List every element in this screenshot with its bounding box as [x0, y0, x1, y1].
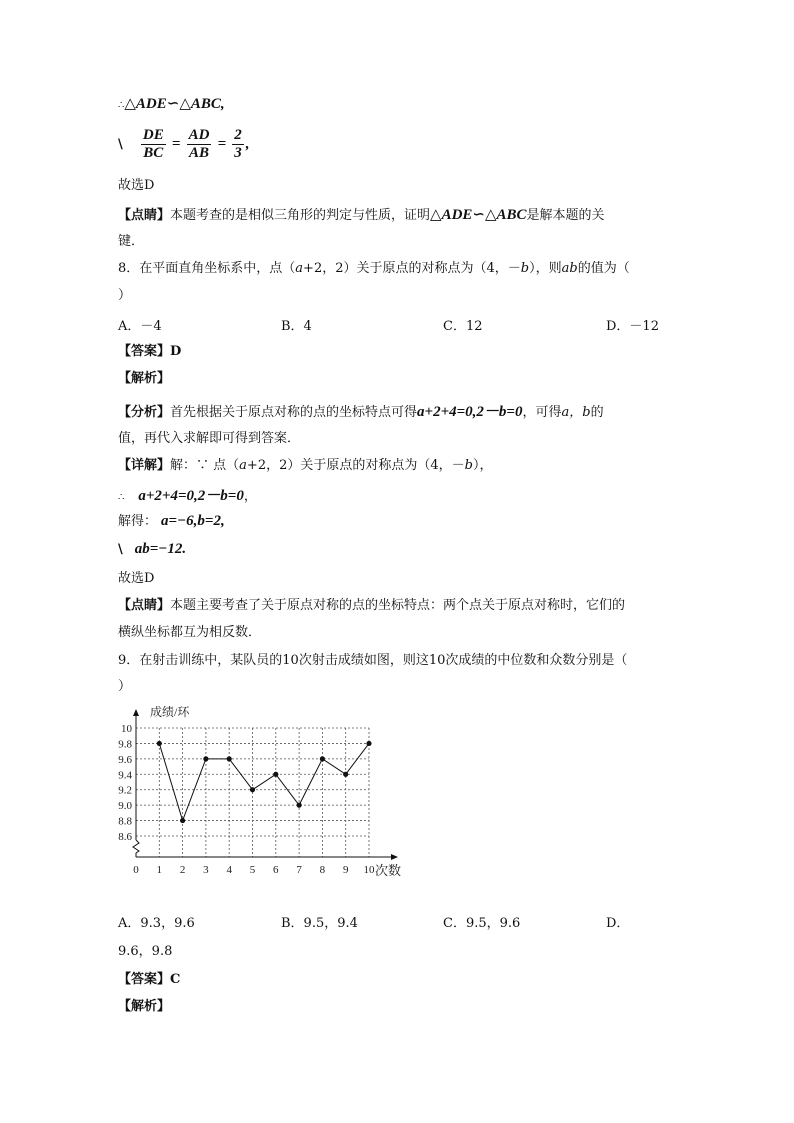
y-tick-label: 9.6 — [118, 753, 132, 766]
y-tick-label: 8.6 — [118, 831, 132, 843]
data-point — [366, 741, 371, 746]
shooting-score-line-chart — [110, 700, 420, 885]
q8-fenxi: 【分析】首先根据关于原点对称的点的坐标特点可得a+2+4=0,2－b=0，可得a，b的 — [118, 404, 604, 420]
q8-step-2: 解得： a=−6,b=2, — [118, 513, 225, 529]
x-tick-label: 5 — [249, 864, 256, 876]
q8-fenxi-cont: 值，再代入求解即可得到答案． — [118, 431, 301, 446]
x-tick-label: 10 — [363, 864, 375, 876]
comment-tag: 【点睛】 — [118, 208, 171, 223]
y-axis-title: 成绩/环 — [150, 705, 190, 719]
data-point — [157, 741, 162, 746]
q8-comment-cont: 横纵坐标都互为相反数． — [118, 625, 262, 640]
similarity-statement: △ADE∽△ABC, — [124, 96, 225, 112]
comment-text-cont: 是解本题的关 — [526, 208, 605, 223]
y-tick-label: 9.4 — [118, 769, 132, 782]
q9-analysis-heading: 【解析】 — [118, 999, 171, 1014]
q8-answer: 【答案】D — [118, 344, 182, 359]
data-point — [320, 756, 325, 761]
x-tick-label: 0 — [133, 864, 139, 876]
data-point — [203, 756, 208, 761]
x-tick-label: 1 — [156, 864, 163, 876]
q7-similarity-line — [118, 95, 225, 115]
q9-option-a: A．9.3，9.6 — [118, 916, 195, 931]
x-tick-label: 6 — [273, 864, 279, 876]
q8-stem: 8．在平面直角坐标系中，点（a+2，2）关于原点的对称点为（4，－b），则ab的值为（ — [118, 261, 630, 276]
therefore-symbol: \ — [118, 137, 123, 152]
x-tick-label: 4 — [226, 864, 232, 876]
comment-text: 本题考查的是相似三角形的判定与性质，证明 — [170, 208, 431, 223]
x-tick-label: 7 — [296, 864, 302, 876]
therefore-symbol: ∴ — [118, 100, 125, 111]
q9-stem: 9．在射击训练中，某队员的10次射击成绩如图，则这10次成绩的中位数和众数分别是（ — [118, 653, 628, 668]
x-tick-label: 2 — [179, 864, 186, 876]
ratio-tail: , — [245, 136, 250, 152]
data-point — [343, 772, 348, 777]
q7-ratio-line — [118, 126, 250, 162]
x-axis-arrow — [391, 854, 398, 860]
x-tick-label: 3 — [203, 864, 209, 876]
data-point — [250, 787, 255, 792]
y-tick-label: 9.8 — [118, 738, 132, 751]
equals-sign: = — [171, 136, 181, 152]
q9-answer: 【答案】C — [118, 972, 181, 987]
fraction-ad-ab: $\frac{AD}{AB}$ — [188, 127, 210, 161]
q9-option-d-cont: 9.6，9.8 — [118, 944, 173, 959]
data-point — [273, 772, 278, 777]
q7-comment-cont: 键． — [118, 234, 145, 249]
q7-choice: 故选D — [118, 178, 155, 193]
q8-option-c: C．12 — [443, 319, 483, 334]
q8-xiangjie: 【详解】解：∵ 点（a+2，2）关于原点的对称点为（4，－b）， — [118, 458, 493, 473]
q8-analysis-heading: 【解析】 — [118, 371, 171, 386]
y-tick-label: 9.2 — [118, 784, 132, 797]
x-tick-label: 9 — [342, 864, 349, 876]
q7-comment — [118, 206, 605, 225]
q9-option-c: C．9.5，9.6 — [443, 916, 521, 931]
series-line — [159, 743, 369, 820]
y-tick-label: 10 — [121, 723, 132, 735]
y-tick-label: 9.0 — [118, 800, 132, 813]
q8-choice: 故选D — [118, 571, 155, 586]
q8-step-1: ∴ a+2+4=0,2－b=0， — [118, 488, 257, 504]
y-tick-label: 8.8 — [118, 815, 132, 828]
data-point — [180, 818, 185, 823]
q8-option-d: D．－12 — [606, 319, 659, 334]
fraction-two-thirds: $\frac{2}{3}$ — [234, 127, 242, 161]
q9-option-b: B．9.5，9.4 — [281, 916, 358, 931]
q8-stem-cont: ） — [118, 288, 132, 303]
fenxi-math: a+2+4=0,2－b=0 — [417, 404, 523, 420]
data-point — [227, 756, 232, 761]
q8-comment: 【点睛】本题主要考查了关于原点对称的点的坐标特点：两个点关于原点对称时，它们的 — [118, 598, 626, 613]
x-axis-title: 次数 — [375, 863, 402, 878]
equals-sign: = — [217, 136, 227, 152]
q8-step-3: \ ab=−12. — [118, 541, 187, 557]
x-tick-label: 8 — [319, 864, 326, 876]
axis-break-mark — [133, 840, 139, 853]
q9-stem-cont: ） — [118, 679, 132, 694]
q8-option-a: A．－4 — [118, 319, 162, 334]
data-point — [297, 803, 302, 808]
comment-math: △ADE∽△ABC — [430, 207, 527, 223]
q9-option-d: D． — [606, 916, 630, 931]
fraction-de-bc: $\frac{DE}{BC}$ — [142, 127, 164, 161]
q8-option-b: B．4 — [281, 319, 312, 334]
y-axis-arrow — [133, 709, 139, 716]
